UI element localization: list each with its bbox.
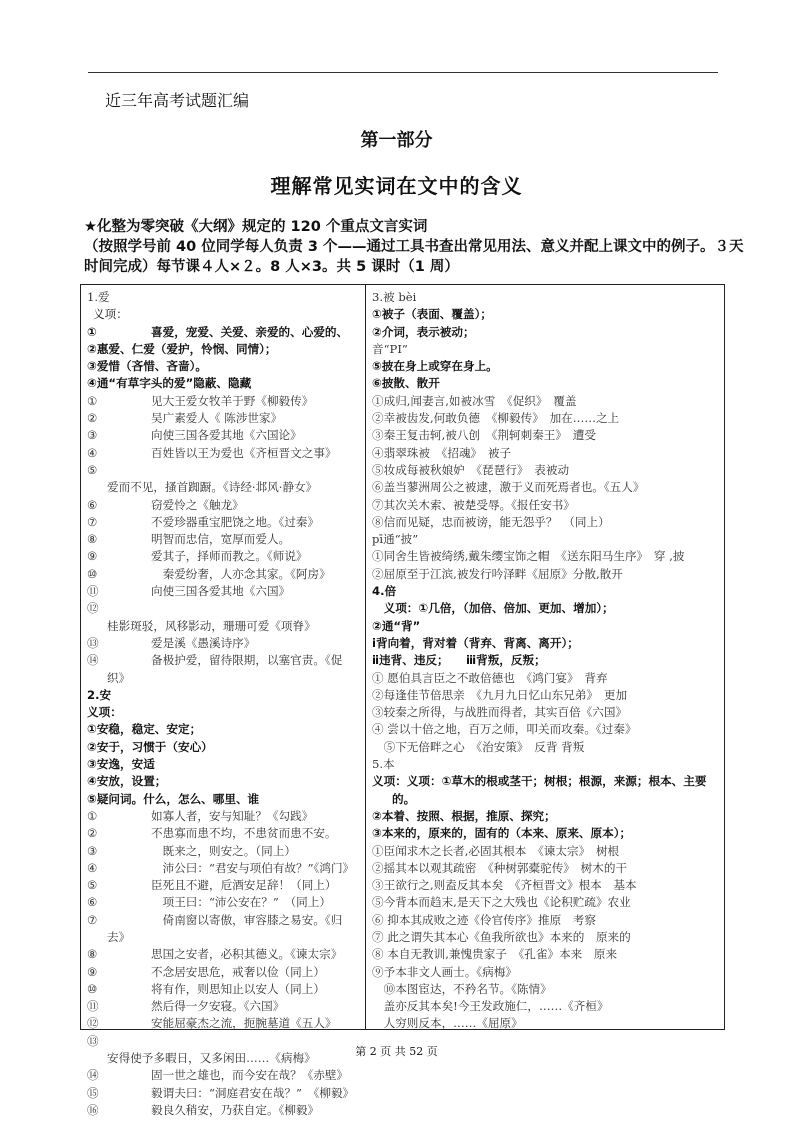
example-number: ⑧ <box>87 947 98 962</box>
line-text: 秦爱纷奢，人亦念其家。《阿房》 <box>151 566 331 581</box>
example-number: ④ <box>87 860 98 875</box>
example-number: ⑫ <box>87 601 99 616</box>
example-number: ⑫ <box>87 1016 99 1031</box>
line-text: 然后得一夕安寝。《六国》 <box>151 999 285 1014</box>
entry-line <box>372 877 718 894</box>
line-text: 义项： <box>93 307 128 322</box>
entry-line <box>87 1015 359 1032</box>
example-number: ③ <box>87 843 98 858</box>
line-text: ②介词，表示被动； <box>372 324 475 339</box>
entry-line <box>372 929 718 946</box>
entry-line <box>372 912 718 929</box>
example-number: ⑪ <box>87 584 99 599</box>
definition-line <box>87 791 359 808</box>
example-number: ⑭ <box>87 1068 99 1083</box>
entry-line <box>87 912 359 947</box>
line-text: ⑤妆成每被秋娘妒 《琵琶行》 表被动 <box>372 462 570 477</box>
part-heading: 第一部分 <box>360 130 433 151</box>
entry-line <box>87 894 359 911</box>
left-column <box>81 285 366 1117</box>
entry-line <box>87 531 359 548</box>
example-number: ① <box>87 808 98 823</box>
line-text: 思国之安者，必积其德义。《谏太宗》 <box>151 947 343 962</box>
line-text: 向使三国各爱其地《六国论》 <box>151 428 302 443</box>
definition-line <box>87 739 359 756</box>
entry-line <box>87 566 359 583</box>
entry-line <box>87 1067 359 1084</box>
line-text: pī通“披” <box>372 532 419 547</box>
line-text: 安能屈豪杰之流，扼腕墓道《五人》 <box>151 1016 337 1031</box>
line-text: ③较秦之所得，与战胜而得者，其实百倍《六国》 <box>372 705 628 720</box>
line-text: ⑤疑问词。什么，怎么、哪里、谁 <box>87 791 260 806</box>
page-number: 第 2 页 共 52 页 <box>355 1045 438 1058</box>
line-text: 4.倍 <box>372 584 397 599</box>
line-text: ⑧ 本自无教训,兼愧贵家子 《孔雀》本来 原来 <box>372 947 618 962</box>
example-number: ⑩ <box>87 981 98 996</box>
intro-text <box>84 217 744 277</box>
line-text: 毅谓夫曰：“洞庭君安在哉？” 《柳毅》 <box>151 1085 355 1100</box>
entry-line <box>372 843 718 860</box>
line-text: ②摇其本以观其疏密 《种树郭橐驼传》 树木的干 <box>372 860 628 875</box>
line-text: 百姓皆以王为爱也《齐桓晋文之事》 <box>151 445 337 460</box>
entry-line <box>87 825 359 842</box>
definition-line <box>372 324 718 341</box>
entry-line <box>372 445 718 462</box>
definition-line <box>372 306 718 323</box>
line-text: 盖亦反其本矣!今王发政施仁，……《齐桓》 <box>372 999 609 1014</box>
entry-line <box>87 410 359 427</box>
header-rule <box>88 72 718 73</box>
line-text: ⅱ违背、违反； ⅲ背叛，反叛； <box>372 653 546 668</box>
line-text: ⑤披在身上或穿在身上。 <box>372 359 498 374</box>
definition-line <box>87 704 359 721</box>
line-text: 吴广素爱人《 陈涉世家》 <box>151 411 283 426</box>
entry-line <box>372 531 718 548</box>
entry-line <box>87 998 359 1015</box>
line-text: ②幸被齿发,何敢负德 《柳毅传》 加在……之上 <box>372 411 620 426</box>
line-text: 喜爱，宠爱、关爱、亲爱的、心爱的、 <box>151 324 349 339</box>
line-text: 爱其子，择师而教之。《师说》 <box>151 549 308 564</box>
line-text: ⑦ 此之谓失其本心《鱼我所欲也》本来的 原来的 <box>372 929 631 944</box>
entry-line <box>87 964 359 981</box>
entry-line <box>372 756 718 773</box>
line-text: 3.被 bèi <box>372 290 417 304</box>
line-text: ⑤下无倍畔之心 《治安策》 反背 背叛 <box>372 739 585 754</box>
example-number: ⑥ <box>87 895 98 910</box>
example-number: ④ <box>87 445 98 460</box>
line-text: 不念居安思危，戒奢以俭（同上） <box>151 964 325 979</box>
definition-line <box>372 583 718 600</box>
line-text: ②惠爱、仁爱（爱护，怜悯、同情）； <box>87 341 277 356</box>
entry-line <box>372 739 718 756</box>
entry-line <box>372 687 718 704</box>
definition-line <box>372 825 718 842</box>
entry-line <box>87 981 359 998</box>
entry-line <box>87 1102 359 1119</box>
line-text: ③秦王复击轲,被八创 《荆轲刺秦王》 遭受 <box>372 428 596 443</box>
line-text: 沛公曰：“君安与项伯有故？”《鸿门》 <box>151 860 355 875</box>
line-text: ③王欲行之,则盍反其本矣 《齐桓晋文》根本 基本 <box>372 878 637 893</box>
entry-line <box>87 393 359 410</box>
example-number: ⑬ <box>87 635 99 650</box>
definition-line <box>87 721 359 738</box>
line-text: ①被子（表面、覆盖）； <box>372 307 492 322</box>
line-text: 义项：①几倍，（加倍、倍加、更加、增加）； <box>372 601 614 616</box>
line-text: ④通“有草字头的爱”隐蔽、隐藏 <box>87 376 252 391</box>
example-number: ⑪ <box>87 999 99 1014</box>
line-text: 倚南窗以寄傲，审容膝之易安。《归去》 <box>107 912 343 944</box>
definition-line <box>87 756 359 773</box>
line-text: 2.安 <box>87 687 112 702</box>
intro-line: （按照学号前 40 位同学每人负责 3 个——通过工具书查出常见用法、意义并配上课文中的例子。３天时间完成）每节课４人×２。8 人×3。共 5 课时（1 周） <box>84 239 744 275</box>
line-text: 义项： <box>87 705 122 720</box>
entry-line <box>87 583 359 600</box>
definition-line <box>372 652 718 669</box>
entry-line <box>372 670 718 687</box>
entry-line <box>372 860 718 877</box>
line-text: 音“PI” <box>372 341 408 356</box>
entry-line <box>372 1015 718 1032</box>
line-text: ④翡翠珠被 《招魂》 被子 <box>372 445 512 460</box>
line-text: ③爱惜（吝惜、吝啬）。 <box>87 359 207 374</box>
definition-line <box>372 600 718 617</box>
line-text: 臣死且不避，卮酒安足辞！（同上） <box>151 878 337 893</box>
line-text: 不患寡而患不均，不患贫而患不安。 <box>151 826 337 841</box>
entry-line <box>372 721 718 738</box>
entry-line <box>87 1085 359 1102</box>
example-number: ⑯ <box>87 1102 99 1117</box>
example-number: ⑨ <box>87 964 98 979</box>
line-text: ③安逸，安适 <box>87 757 155 772</box>
example-number: ⑥ <box>87 497 98 512</box>
line-text: 固一世之雄也，而今安在哉？《赤壁》 <box>151 1068 349 1083</box>
example-number: ② <box>87 411 98 426</box>
entry-line <box>87 635 359 652</box>
example-number: ⑩ <box>87 566 98 581</box>
line-text: ⅰ背向着，背对着（背弃、背离、离开）； <box>372 635 579 650</box>
line-text: ⑦其次关木索、被楚受辱。《报任安书》 <box>372 497 575 512</box>
example-number: ⑭ <box>87 653 99 668</box>
entry-line <box>372 341 718 358</box>
line-text: ①安稳，稳定、安定； <box>87 722 202 737</box>
entry-line <box>372 946 718 963</box>
entry-line <box>372 704 718 721</box>
entry-line <box>87 445 359 462</box>
entry-line <box>87 652 359 687</box>
entry-line <box>87 514 359 531</box>
line-text: 爱是溪《愚溪诗序》 <box>151 635 256 650</box>
line-text: ④安放，设置； <box>87 774 167 789</box>
line-text: 桂影斑驳，风移影动，珊珊可爱《项脊》 <box>107 618 316 633</box>
definition-line <box>87 324 359 341</box>
definition-line <box>372 358 718 375</box>
right-column <box>366 285 724 1029</box>
line-text: 项王曰：“沛公安在？” （同上） <box>151 895 331 910</box>
entry-line <box>87 843 359 860</box>
entry-line <box>372 479 718 496</box>
example-number: ② <box>87 826 98 841</box>
entry-line <box>372 393 718 410</box>
entry-line <box>372 964 718 981</box>
line-text: 将有作，则思知止以安人（同上） <box>151 981 325 996</box>
entry-line <box>87 600 359 635</box>
example-number: ① <box>87 393 98 408</box>
definition-line <box>372 375 718 392</box>
line-text: ②屈原至于江滨,被发行吟泽畔《屈原》分散,散开 <box>372 566 623 581</box>
line-text: 毅良久稍安，乃获自定。《柳毅》 <box>151 1102 320 1117</box>
line-text: ②通“背” <box>372 618 421 633</box>
example-number: ⑨ <box>87 549 98 564</box>
example-number: ⑦ <box>87 912 98 927</box>
entry-line <box>372 427 718 444</box>
entry-line <box>87 427 359 444</box>
entry-line <box>372 998 718 1015</box>
definition-line <box>372 773 718 808</box>
entry-line <box>372 462 718 479</box>
definition-line <box>372 618 718 635</box>
line-text: 5.本 <box>372 757 395 772</box>
entry-line <box>372 410 718 427</box>
line-text: 向使三国各爱其地《六国》 <box>151 584 291 599</box>
line-text: ⑨予本非文人画士。《病梅》 <box>372 964 517 979</box>
definition-line <box>87 341 359 358</box>
definition-line <box>87 773 359 790</box>
example-number: ③ <box>87 428 98 443</box>
entry-line <box>372 981 718 998</box>
line-text: 1.爱 <box>87 290 110 304</box>
entry-line <box>87 808 359 825</box>
definition-line <box>87 375 359 392</box>
entry-line <box>372 514 718 531</box>
line-text: ⑤今背本而趋末,是天下之大残也《论积贮疏》农业 <box>372 895 631 910</box>
section-title: 理解常见实词在文中的含义 <box>270 174 523 198</box>
definition-line <box>372 808 718 825</box>
entry-line <box>87 497 359 514</box>
entry-line <box>87 289 359 306</box>
line-text: 窃爱怜之《触龙》 <box>151 497 244 512</box>
line-text: ①臣闻求木之长者,必固其根本 《谏太宗》 树根 <box>372 843 620 858</box>
intro-line: ★化整为零突破《大纲》规定的 120 个重点文言实词 <box>84 219 428 235</box>
line-text: 明智而忠信，宽厚而爱人。 <box>151 532 291 547</box>
entry-line <box>372 548 718 565</box>
entry-line <box>87 877 359 894</box>
line-text: 爱而不见，搔首踟蹰。《诗经·邶风·静女》 <box>107 480 318 495</box>
entry-line <box>87 306 359 323</box>
entry-line <box>372 497 718 514</box>
line-text: 人穷则反本，……《屈原》 <box>372 1016 523 1031</box>
line-text: ①同舍生皆被绮绣,戴朱缨宝饰之帽 《送东阳马生序》 穿 ,披 <box>372 549 685 564</box>
line-text: ① 愿伯具言臣之不敢倍德也 《鸿门宴》 背弃 <box>372 670 608 685</box>
entry-line <box>87 946 359 963</box>
line-text: 如寡人者，安与知耻？《勾践》 <box>151 808 314 823</box>
running-title: 近三年高考试题汇编 <box>105 91 250 110</box>
line-text: ③本来的，原来的，固有的（本来、原来、原本）； <box>372 826 632 841</box>
line-text: 备极护爱，留待限期，以塞官责。《促织》 <box>107 653 343 685</box>
line-text: ②安于，习惯于（安心） <box>87 739 213 754</box>
line-text: ①成归,闻妻言,如被冰雪 《促织》 覆盖 <box>372 393 577 408</box>
example-number: ⑬ <box>87 1033 99 1048</box>
line-text: ⑩本图宦达，不矜名节。《陈情》 <box>372 981 552 996</box>
example-number: ⑮ <box>87 1085 99 1100</box>
example-number: ⑤ <box>87 878 98 893</box>
line-text: ⑥盖当蓼洲周公之被逮，激于义而死焉者也。《五人》 <box>372 480 645 495</box>
line-text: ②本着、按照、根据，推原、探究； <box>372 808 556 823</box>
definition-line <box>372 635 718 652</box>
example-number: ⑦ <box>87 514 98 529</box>
line-text: ②每逢佳节倍思亲 《九月九日忆山东兄弟》 更加 <box>372 687 628 702</box>
example-number: ⑧ <box>87 532 98 547</box>
entry-line <box>372 894 718 911</box>
line-text: 义项：义项：①草木的根或茎干；树根；根源，来源；根本、主要的。 <box>372 774 707 806</box>
line-text: ⑥披散、散开 <box>372 376 440 391</box>
definition-line <box>87 358 359 375</box>
line-text: ④ 尝以十倍之地，百万之师，叩关而攻秦。《过秦》 <box>372 722 637 737</box>
line-text: ⑥ 抑本其成败之迹《伶官传序》推原 考察 <box>372 912 596 927</box>
line-text: 既来之，则安之。（同上） <box>151 843 296 858</box>
line-text: ⑧信而见疑，忠而被谤，能无怨乎？ （同上） <box>372 514 610 529</box>
definition-line <box>87 687 359 704</box>
line-text: 不爱珍器重宝肥饶之地。《过秦》 <box>151 514 320 529</box>
line-text: 安得使予多暇日，又多闲田……《病梅》 <box>107 1051 316 1066</box>
entry-line <box>372 566 718 583</box>
example-number: ① <box>87 324 97 339</box>
entry-line <box>87 462 359 497</box>
entry-line <box>372 289 718 306</box>
example-number: ⑤ <box>87 462 98 477</box>
entry-line <box>87 860 359 877</box>
line-text: 见大王爱女牧羊于野《柳毅传》 <box>151 393 314 408</box>
entry-line <box>87 548 359 565</box>
